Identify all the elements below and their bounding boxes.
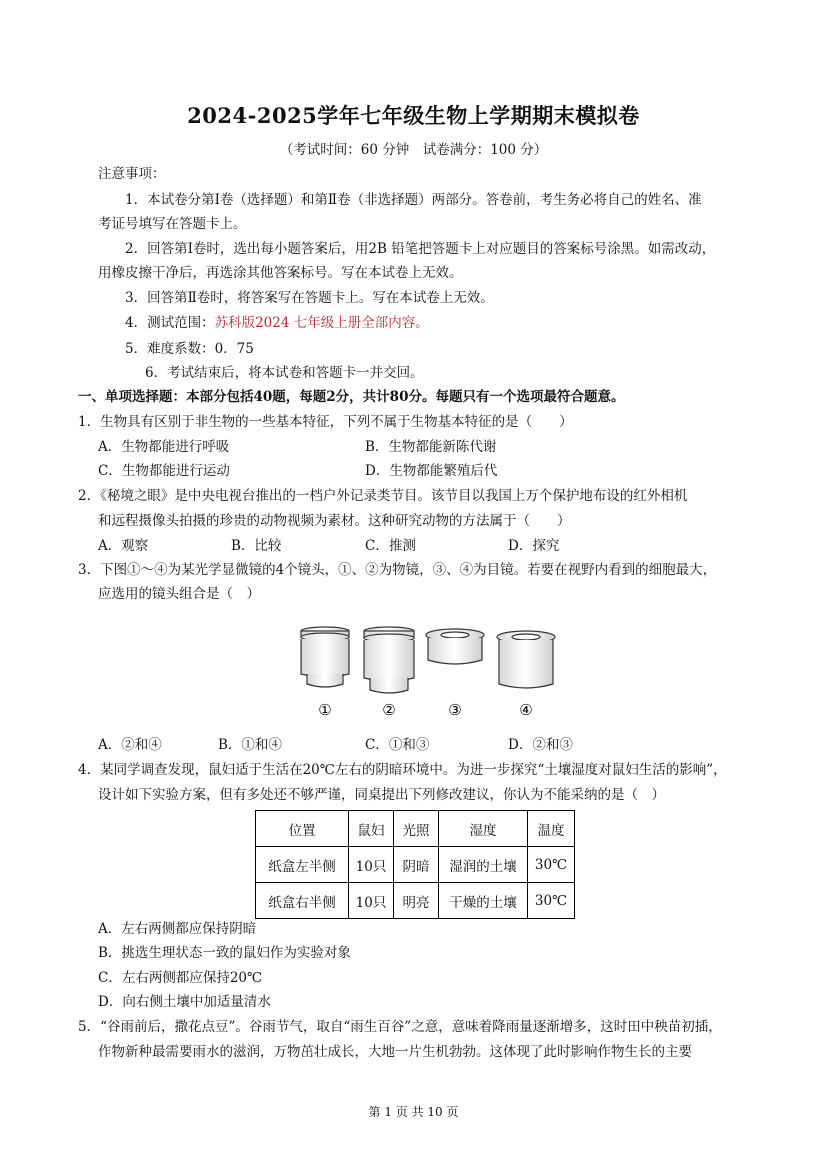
q1-stem: 1．生物具有区别于非生物的一些基本特征，下列不属于生物基本特征的是（ ）: [78, 414, 573, 430]
exam-info: （考试时间：60 分钟 试卷满分：100 分）: [279, 142, 548, 158]
q2-stem-1: 2．《秘境之眼》是中央电视台推出的一档户外记录类节目。该节目以我国上万个保护地布设的红外相机: [78, 488, 688, 504]
table-cell: 干燥的土壤: [439, 883, 528, 919]
q2-option-a: A．观察: [98, 538, 149, 554]
table-row: [256, 883, 575, 919]
table-cell: 30℃: [528, 883, 575, 919]
note-1a: 1．本试卷分第Ⅰ卷（选择题）和第Ⅱ卷（非选择题）两部分。答卷前，考生务必将自己的姓名、准: [125, 192, 702, 208]
q1-option-d: D．生物都能繁殖后代: [365, 463, 498, 479]
table-cell: 10只: [349, 883, 394, 919]
lens-2-objective: [364, 627, 414, 693]
table-header-cell: 光照: [394, 811, 439, 847]
q3-option-c: C．①和③: [365, 737, 430, 753]
q4-option-d: D．向右侧土壤中加适量清水: [98, 994, 271, 1010]
q2-option-c: C．推测: [365, 538, 416, 554]
q3-stem-1: 3．下图①～④为某光学显微镜的4个镜头，①、②为物镜，③、④为目镜。若要在视野内看到的细胞最大，: [78, 562, 717, 578]
q4-option-a: A．左右两侧都应保持阴暗: [98, 921, 257, 937]
table-cell: 10只: [349, 847, 394, 883]
note-2b: 用橡皮擦干净后，再选涂其他答案标号。写在本试卷上无效。: [98, 265, 463, 281]
table-header-cell: 位置: [256, 811, 349, 847]
section-heading: 一、单项选择题：本部分包括40题，每题2分，共计80分。每题只有一个选项最符合题意。: [78, 389, 625, 405]
table-header-row: [256, 811, 575, 847]
q3-option-a: A．②和④: [98, 737, 162, 753]
lens-label-3: ③: [448, 701, 462, 719]
q4-option-b: B．挑选生理状态一致的鼠妇作为实验对象: [98, 945, 351, 961]
q3-stem-2: 应选用的镜头组合是（ ）: [98, 586, 260, 602]
q1-option-a: A．生物都能进行呼吸: [98, 439, 230, 455]
q2-option-b: B．比较: [231, 538, 282, 554]
note-2a: 2．回答第Ⅰ卷时，选出每小题答案后，用2B 铅笔把答题卡上对应题目的答案标号涂黑。如需改动，: [125, 241, 716, 257]
table-row: [256, 847, 575, 883]
q1-option-c: C．生物都能进行运动: [98, 463, 230, 479]
table-cell: 阴暗: [394, 847, 439, 883]
q4-stem-1: 4．某同学调查发现，鼠妇适于生活在20℃左右的阴暗环境中。为进一步探究“土壤湿度对鼠妇生活的影响”，: [78, 762, 727, 778]
q4-option-c: C．左右两侧都应保持20℃: [98, 970, 263, 986]
note-1b: 考证号填写在答题卡上。: [98, 216, 247, 232]
lens-1-objective: [301, 627, 349, 687]
note-5: 5．难度系数：0．75: [125, 341, 254, 357]
note-3: 3．回答第Ⅱ卷时，将答案写在答题卡上。写在本试卷上无效。: [125, 290, 494, 306]
q5-stem-1: 5．“谷雨前后，撒花点豆”。谷雨节气，取自“雨生百谷”之意，意味着降雨量逐渐增多，这时田中秧苗初插，: [78, 1019, 722, 1035]
lens-label-2: ②: [382, 701, 396, 719]
q5-stem-2: 作物新种最需要雨水的滋润，万物茁壮成长，大地一片生机勃勃。这体现了此时影响作物生长的主要: [98, 1044, 692, 1060]
table-header-cell: 湿度: [439, 811, 528, 847]
note-4-prefix: 4．测试范围：: [125, 315, 215, 331]
page-footer: 第 1 页 共 10 页: [368, 1105, 459, 1119]
table-cell: 30℃: [528, 847, 575, 883]
table-cell: 纸盒左半侧: [256, 847, 349, 883]
q4-stem-2: 设计如下实验方案，但有多处还不够严谨，同桌提出下列修改建议，你认为不能采纳的是（ ）: [98, 787, 665, 803]
table-cell: 明亮: [394, 883, 439, 919]
page-title: 2024-2025学年七年级生物上学期期末模拟卷: [187, 103, 640, 128]
lens-4-eyepiece: [497, 631, 555, 688]
note-4: [125, 314, 429, 332]
table-cell: 纸盒右半侧: [256, 883, 349, 919]
experiment-table: [255, 810, 575, 919]
q2-stem-2: 和远程摄像头拍摄的珍贵的动物视频为素材。这种研究动物的方法属于（ ）: [98, 513, 571, 529]
table-header-cell: 温度: [528, 811, 575, 847]
note-4-scope: 苏科版2024 七年级上册全部内容。: [214, 315, 429, 331]
lens-3-eyepiece: [426, 629, 484, 664]
q3-option-d: D．②和③: [508, 737, 573, 753]
q1-option-b: B．生物都能新陈代谢: [365, 439, 497, 455]
lens-label-1: ①: [318, 701, 332, 719]
note-6: 6．考试结束后，将本试卷和答题卡一并交回。: [145, 365, 424, 381]
microscope-lenses-figure: [290, 618, 560, 723]
q3-option-b: B．①和④: [218, 737, 282, 753]
table-cell: 湿润的土壤: [439, 847, 528, 883]
notes-heading: 注意事项：: [98, 166, 166, 182]
table-header-cell: 鼠妇: [349, 811, 394, 847]
q2-option-d: D．探究: [508, 538, 560, 554]
lens-label-4: ④: [519, 701, 533, 719]
